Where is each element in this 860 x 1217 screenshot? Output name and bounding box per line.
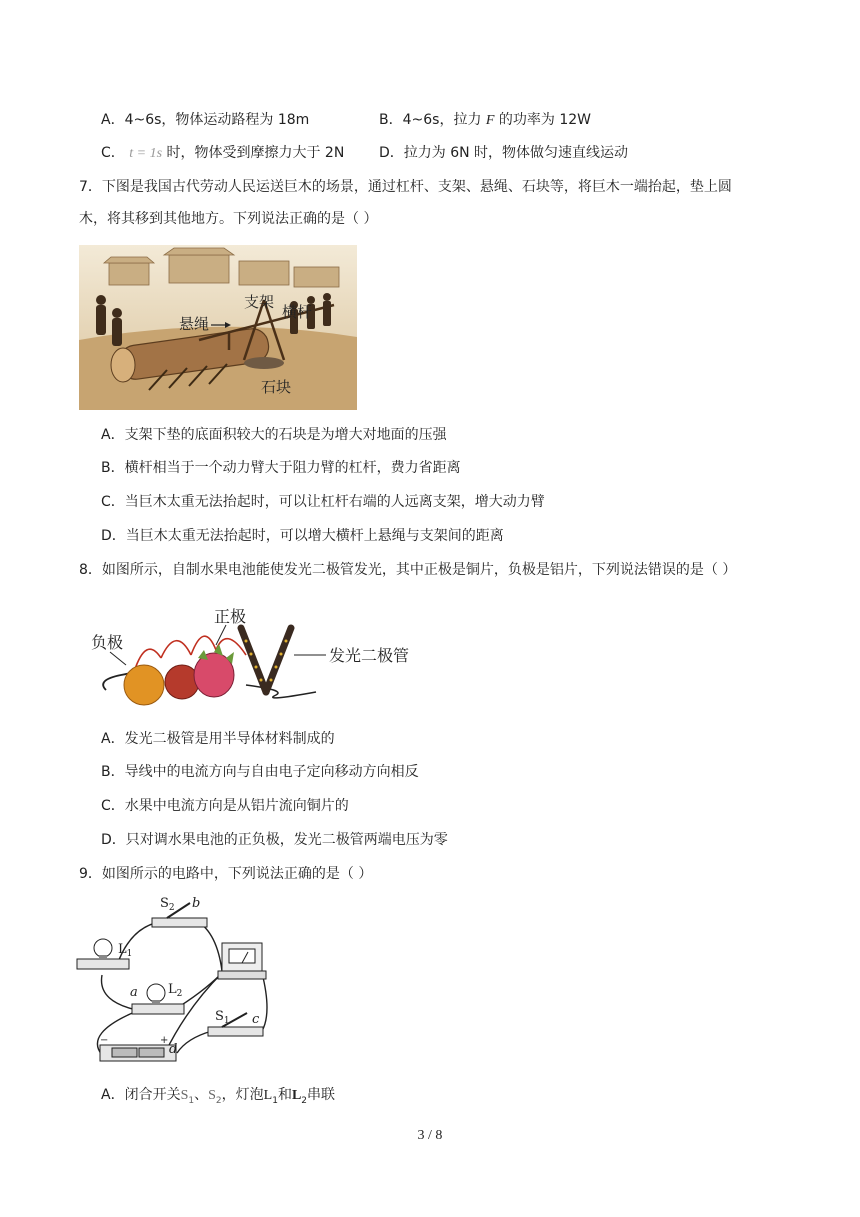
q9-option-a-l2-sub: 2 — [301, 1095, 308, 1106]
q7-stem-line2: 木，将其移到其他地方。下列说法正确的是（ ） — [79, 211, 378, 227]
q6-option-b-pre: B．4~6s，拉力 — [379, 112, 482, 128]
q6-option-b-post: 的功率为 12W — [498, 112, 592, 128]
label-l1: L — [118, 942, 127, 957]
q9-option-a-post: 串联 — [307, 1087, 336, 1103]
q8-option-d: D．只对调水果电池的正负极，发光二极管两端电压为零 — [101, 832, 448, 848]
q6-option-d: D．拉力为 6N 时，物体做匀速直线运动 — [379, 145, 629, 161]
q9-option-a-mid: ，灯泡 — [221, 1087, 264, 1103]
q9-option-a-s2: S — [208, 1088, 216, 1103]
q6-option-b — [379, 110, 591, 131]
label-led: 发光二极管 — [329, 646, 410, 665]
q9-option-a-and: 和 — [277, 1087, 292, 1103]
q6-option-c-post: 时，物体受到摩擦力大于 2N — [166, 145, 345, 161]
q9-option-a-l1: L — [263, 1088, 273, 1103]
q9-option-a-pre: A．闭合开关 — [101, 1087, 181, 1103]
q9-stem: 9．如图所示的电路中，下列说法正确的是（ ） — [79, 866, 373, 882]
svg-text:L1 — [118, 942, 132, 959]
q7-figure-transport-log — [79, 245, 357, 410]
label-l2-sub: 2 — [176, 989, 183, 999]
label-s1: S — [215, 1009, 224, 1024]
label-plus: + — [160, 1035, 169, 1046]
label-l2: L — [168, 982, 177, 997]
q8-option-a: A．发光二极管是用半导体材料制成的 — [101, 731, 335, 747]
svg-text:S2 — [160, 896, 175, 913]
q6-option-b-var: F — [485, 113, 495, 128]
svg-text:L2 — [168, 982, 182, 999]
label-c: c — [252, 1012, 260, 1027]
label-stone: 石块 — [261, 378, 292, 396]
svg-text:S1 — [215, 1009, 230, 1026]
q6-option-a: A．4~6s，物体运动路程为 18m — [101, 112, 310, 128]
q9-option-a-l2: L — [291, 1088, 302, 1103]
label-support: 支架 — [244, 293, 275, 311]
label-s2: S — [160, 896, 169, 911]
q9-option-a-s1-sub: 1 — [188, 1095, 195, 1106]
label-minus: − — [100, 1035, 109, 1046]
label-d: d — [169, 1042, 178, 1057]
label-a: a — [130, 985, 138, 1000]
q9-option-a-s1: S — [180, 1088, 189, 1103]
q6-option-c — [101, 143, 344, 164]
label-rope: 悬绳 — [179, 315, 210, 333]
q9-option-a-l1-sub: 1 — [272, 1095, 278, 1106]
page-number: 3 / 8 — [417, 1128, 443, 1143]
q6-option-c-math: t = 1s — [129, 146, 163, 161]
q9-figure-circuit — [72, 893, 272, 1071]
label-b: b — [192, 896, 201, 911]
q7-option-c: C．当巨木太重无法抬起时，可以让杠杆右端的人远离支架，增大动力臂 — [101, 494, 545, 510]
label-s2-sub: 2 — [168, 903, 175, 913]
q9-option-a-sep: 、 — [194, 1087, 209, 1103]
q8-option-b: B．导线中的电流方向与自由电子定向移动方向相反 — [101, 764, 419, 780]
label-positive: 正极 — [214, 607, 247, 626]
q9-option-a — [101, 1085, 335, 1111]
q7-option-b: B．横杆相当于一个动力臂大于阻力臂的杠杆，费力省距离 — [101, 460, 461, 476]
q8-stem: 8．如图所示，自制水果电池能使发光二极管发光，其中正极是铜片，负极是铝片，下列说法错误的是（ ） — [79, 562, 737, 578]
q8-figure-fruit-battery — [86, 600, 436, 710]
label-s1-sub: 1 — [223, 1016, 230, 1026]
label-negative: 负极 — [91, 633, 124, 652]
label-l1-sub: 1 — [126, 949, 133, 959]
label-lever: 横杆 — [282, 303, 313, 321]
q7-stem-line1: 7．下图是我国古代劳动人民运送巨木的场景，通过杠杆、支架、悬绳、石块等，将巨木一端抬起，垫上圆 — [79, 179, 732, 195]
q7-option-d: D．当巨木太重无法抬起时，可以增大横杆上悬绳与支架间的距离 — [101, 528, 504, 544]
q7-option-a: A．支架下垫的底面积较大的石块是为增大对地面的压强 — [101, 427, 447, 443]
q8-option-c: C．水果中电流方向是从铝片流向铜片的 — [101, 798, 349, 814]
q6-option-c-pre: C． — [101, 145, 125, 161]
q9-option-a-s2-sub: 2 — [215, 1095, 222, 1106]
